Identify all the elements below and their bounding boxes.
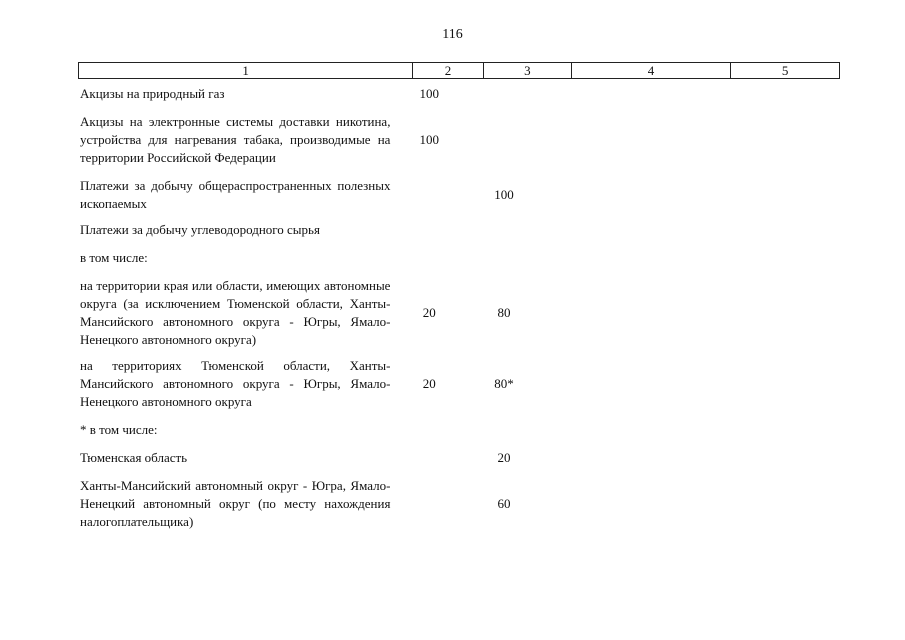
table-row [80,277,540,349]
row-label: * в том числе: [80,422,158,437]
row-col2: 20 [422,376,436,391]
row-col2: 20 [422,305,436,320]
header-cell-2: 2 [413,63,484,78]
row-label: на территориях Тюменской области, Ханты-Мансийского автономного округа - Югры, Ямало-Ненецкого автономного округа [80,358,391,409]
header-cell-4: 4 [572,63,732,78]
row-label: Платежи за добычу общераспространенных полезных ископаемых [80,178,391,211]
row-col3: 60 [497,496,511,511]
row-label: на территории края или области, имеющих автономные округа (за исключением Тюменской области, Ханты-Мансийского автономного округа - Югры, Ямало-Ненецкого автономного округа) [80,278,391,347]
row-label: Акцизы на электронные системы доставки никотина, устройства для нагревания табака, производимые на территории Российской Федерации [80,114,391,165]
row-col3: 80* [494,376,514,391]
header-cell-1: 1 [79,63,413,78]
table-row [80,421,540,439]
row-label: в том числе: [80,250,148,265]
table-row [80,177,540,213]
table-row [80,113,540,167]
table-body [80,85,540,531]
table-row [80,477,540,531]
table-row [80,449,540,467]
row-label: Платежи за добычу углеводородного сырья [80,222,320,237]
table-row [80,249,540,267]
table-header-row [78,62,840,79]
header-cell-5: 5 [781,63,789,78]
row-label: Тюменская область [80,450,188,465]
table-row [80,85,540,103]
row-label: Ханты-Мансийский автономный округ - Югра, Ямало-Ненецкий автономный округ (по месту нахождения налогоплательщика) [80,478,391,529]
header-cell-3: 3 [484,63,572,78]
table-row [80,221,540,239]
row-label: Акцизы на природный газ [80,86,225,101]
row-col3: 100 [494,187,514,202]
row-col3: 80 [497,305,511,320]
row-col3: 20 [497,450,511,465]
row-col2: 100 [419,86,439,101]
page-number: 116 [442,27,463,42]
row-col2: 100 [419,132,439,147]
table-row [80,357,540,411]
